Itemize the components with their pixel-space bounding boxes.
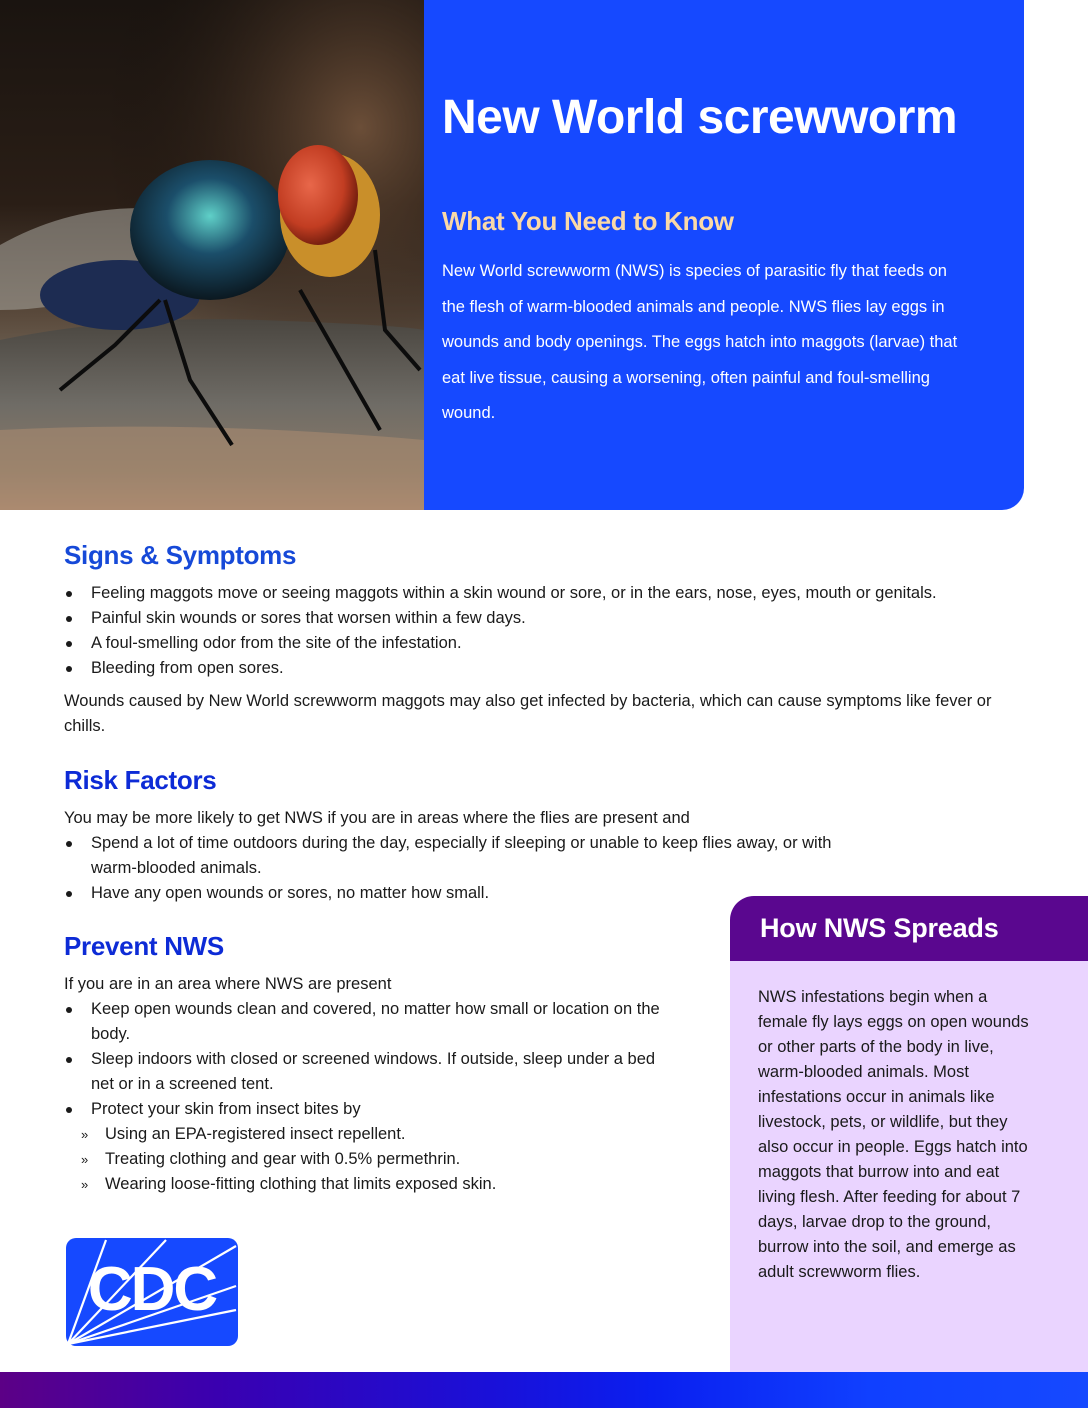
fly-illustration — [0, 0, 424, 510]
spread-body: NWS infestations begin when a female fly lays eggs on open wounds or other parts of the body in live, warm-blooded animals. Most infestations occur in animals like livestock, pets, or wildlife, but they also occur in people. Eggs hatch into maggots that burrow into and eat living flesh. After feeding for about 7 days, larvae drop to the ground, burrow into the soil, and emerge as adult screwworm flies. — [758, 988, 1029, 1281]
signs-item: Feeling maggots move or seeing maggots within a skin wound or sore, or in the ears, nose, eyes, mouth or genitals. — [64, 581, 1054, 606]
prevent-subitem: » Wearing loose-fitting clothing that limits exposed skin. — [64, 1172, 664, 1197]
signs-note: Wounds caused by New World screwworm maggots may also get infected by bacteria, which can cause symptoms like fever or chills. — [64, 692, 992, 735]
footer-gradient-bar — [0, 1372, 1088, 1408]
prevent-list — [64, 997, 664, 1122]
prevent-item: Protect your skin from insect bites by — [64, 1097, 664, 1122]
spread-title: How NWS Spreads — [760, 913, 999, 943]
signs-item: Bleeding from open sores. — [64, 656, 1054, 681]
signs-item: Painful skin wounds or sores that worsen within a few days. — [64, 606, 1054, 631]
page-title: New World screwworm — [442, 91, 958, 144]
prevent-sublist — [64, 1122, 664, 1197]
signs-title: Signs & Symptoms — [64, 540, 297, 570]
prevent-subitem: » Treating clothing and gear with 0.5% permethrin. — [64, 1147, 664, 1172]
prevent-item: Keep open wounds clean and covered, no matter how small or location on the body. — [64, 997, 664, 1047]
risk-item: Spend a lot of time outdoors during the day, especially if sleeping or unable to keep flies away, or with warm-blooded animals. — [64, 831, 854, 881]
prevent-intro: If you are in an area where NWS are present — [64, 975, 392, 993]
risk-list — [64, 831, 854, 906]
how-nws-spreads-box — [730, 896, 1088, 1372]
intro-body: New World screwworm (NWS) is species of parasitic fly that feeds on the flesh of warm-blooded animals and people. NWS flies lay eggs in wounds and body openings. The eggs hatch into maggots (larvae) that eat live tissue, causing a worsening, often painful and foul-smelling wound. — [442, 262, 958, 422]
signs-item: A foul-smelling odor from the site of the infestation. — [64, 631, 1054, 656]
risk-title: Risk Factors — [64, 765, 217, 795]
spread-header — [730, 896, 1088, 961]
intro-panel — [424, 0, 1024, 510]
prevent-title: Prevent NWS — [64, 931, 224, 961]
risk-intro: You may be more likely to get NWS if you are in areas where the flies are present and — [64, 809, 690, 827]
cdc-logo-text: CDC — [87, 1255, 217, 1324]
hero-fly-photo — [0, 0, 424, 510]
risk-item: Have any open wounds or sores, no matter how small. — [64, 881, 854, 906]
signs-list — [64, 581, 1054, 681]
cdc-logo — [66, 1238, 238, 1346]
intro-subtitle: What You Need to Know — [442, 206, 734, 236]
prevent-subitem: » Using an EPA-registered insect repellent. — [64, 1122, 664, 1147]
prevent-item: Sleep indoors with closed or screened windows. If outside, sleep under a bed net or in a screened tent. — [64, 1047, 664, 1097]
